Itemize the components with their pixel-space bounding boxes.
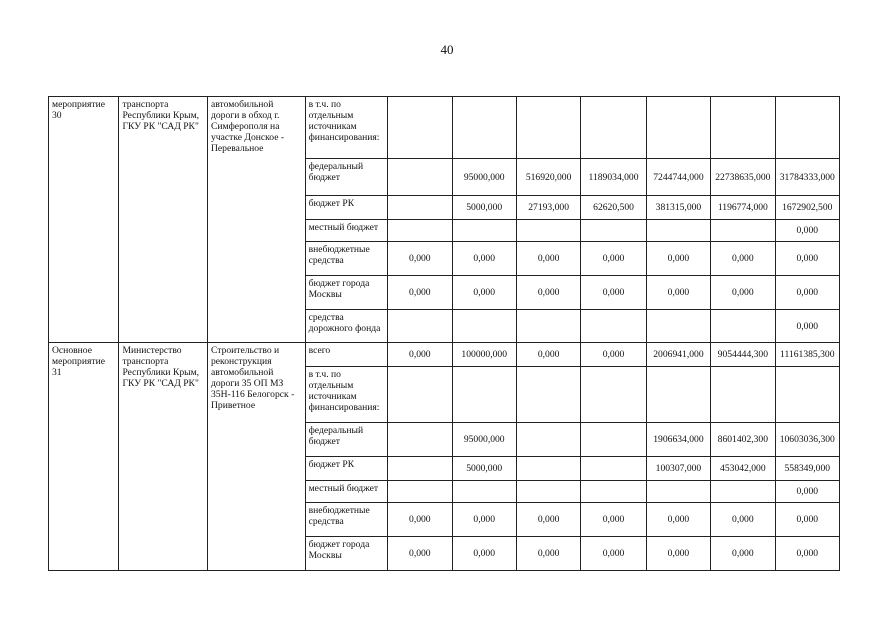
amount-cell: 0,000 — [775, 276, 839, 310]
funding-source-cell: федеральный бюджет — [305, 159, 388, 196]
amount-cell: 1672902,500 — [775, 196, 839, 220]
amount-cell: 100307,000 — [646, 457, 710, 481]
amount-cell — [388, 367, 452, 423]
amount-cell: 2006941,000 — [646, 343, 710, 367]
amount-cell — [775, 367, 839, 423]
financing-table — [48, 96, 840, 571]
amount-cell: 0,000 — [516, 503, 580, 537]
funding-source-cell: бюджет города Москвы — [305, 537, 388, 571]
funding-source-cell: средства дорожного фонда — [305, 310, 388, 343]
funding-source-cell: бюджет РК — [305, 457, 388, 481]
amount-cell: 0,000 — [516, 537, 580, 571]
amount-cell: 0,000 — [388, 343, 452, 367]
amount-cell: 516920,000 — [516, 159, 580, 196]
amount-cell: 0,000 — [388, 503, 452, 537]
amount-cell — [775, 97, 839, 159]
amount-cell — [388, 97, 452, 159]
amount-cell — [711, 310, 775, 343]
amount-cell: 95000,000 — [452, 423, 516, 457]
amount-cell: 453042,000 — [711, 457, 775, 481]
amount-cell: 0,000 — [775, 220, 839, 242]
amount-cell: 0,000 — [581, 242, 646, 276]
amount-cell — [516, 220, 580, 242]
amount-cell — [516, 457, 580, 481]
funding-source-cell: внебюджетные средства — [305, 242, 388, 276]
amount-cell: 1196774,000 — [711, 196, 775, 220]
amount-cell — [711, 97, 775, 159]
amount-cell — [388, 196, 452, 220]
amount-cell: 0,000 — [646, 276, 710, 310]
amount-cell — [711, 367, 775, 423]
amount-cell: 1189034,000 — [581, 159, 646, 196]
amount-cell: 0,000 — [646, 242, 710, 276]
amount-cell: 0,000 — [711, 276, 775, 310]
amount-cell: 381315,000 — [646, 196, 710, 220]
amount-cell: 0,000 — [581, 503, 646, 537]
executor-cell: транспорта Республики Крым, ГКУ РК "САД РК" — [119, 97, 208, 343]
amount-cell: 9054444,300 — [711, 343, 775, 367]
funding-source-cell: всего — [305, 343, 388, 367]
amount-cell: 0,000 — [646, 537, 710, 571]
table-body — [49, 97, 840, 571]
amount-cell: 5000,000 — [452, 196, 516, 220]
measure-cell: мероприятие 30 — [49, 97, 119, 343]
amount-cell — [581, 481, 646, 503]
amount-cell: 0,000 — [388, 276, 452, 310]
amount-cell: 0,000 — [775, 481, 839, 503]
funding-source-cell: в т.ч. по отдельным источникам финансирования: — [305, 97, 388, 159]
amount-cell — [452, 367, 516, 423]
amount-cell — [452, 310, 516, 343]
amount-cell — [388, 159, 452, 196]
amount-cell: 0,000 — [388, 537, 452, 571]
table-row — [49, 97, 840, 159]
amount-cell — [646, 310, 710, 343]
amount-cell: 0,000 — [646, 503, 710, 537]
amount-cell — [516, 97, 580, 159]
page-number: 40 — [440, 42, 454, 57]
amount-cell — [516, 423, 580, 457]
amount-cell: 0,000 — [388, 242, 452, 276]
amount-cell — [452, 481, 516, 503]
amount-cell — [581, 367, 646, 423]
amount-cell — [646, 481, 710, 503]
table-row — [49, 343, 840, 367]
amount-cell — [388, 481, 452, 503]
amount-cell: 100000,000 — [452, 343, 516, 367]
amount-cell: 0,000 — [516, 242, 580, 276]
amount-cell: 31784333,000 — [775, 159, 839, 196]
executor-cell: Министерство транспорта Республики Крым, ГКУ РК "САД РК" — [119, 343, 208, 571]
amount-cell — [388, 310, 452, 343]
amount-cell: 0,000 — [711, 537, 775, 571]
funding-source-cell: бюджет РК — [305, 196, 388, 220]
amount-cell: 0,000 — [516, 343, 580, 367]
amount-cell: 27193,000 — [516, 196, 580, 220]
funding-source-cell: местный бюджет — [305, 481, 388, 503]
amount-cell: 0,000 — [711, 503, 775, 537]
amount-cell — [452, 220, 516, 242]
measure-cell: Основное мероприятие 31 — [49, 343, 119, 571]
amount-cell — [581, 423, 646, 457]
amount-cell: 8601402,300 — [711, 423, 775, 457]
amount-cell: 7244744,000 — [646, 159, 710, 196]
funding-source-cell: в т.ч. по отдельным источникам финансирования: — [305, 367, 388, 423]
amount-cell — [581, 220, 646, 242]
amount-cell: 0,000 — [452, 503, 516, 537]
funding-source-cell: федеральный бюджет — [305, 423, 388, 457]
object-cell: Строительство и реконструкция автомобильной дороги 35 ОП МЗ 35Н-116 Белогорск - Приветное — [207, 343, 305, 571]
amount-cell — [581, 457, 646, 481]
amount-cell: 0,000 — [516, 276, 580, 310]
amount-cell: 95000,000 — [452, 159, 516, 196]
amount-cell: 0,000 — [775, 310, 839, 343]
amount-cell: 1906634,000 — [646, 423, 710, 457]
amount-cell — [581, 97, 646, 159]
amount-cell — [452, 97, 516, 159]
amount-cell: 0,000 — [452, 276, 516, 310]
amount-cell: 0,000 — [452, 537, 516, 571]
amount-cell — [646, 367, 710, 423]
amount-cell — [646, 97, 710, 159]
amount-cell: 0,000 — [452, 242, 516, 276]
funding-source-cell: местный бюджет — [305, 220, 388, 242]
amount-cell — [388, 423, 452, 457]
amount-cell: 62620,500 — [581, 196, 646, 220]
amount-cell — [388, 220, 452, 242]
amount-cell — [581, 310, 646, 343]
amount-cell — [516, 310, 580, 343]
amount-cell — [516, 481, 580, 503]
object-cell: автомобильной дороги в обход г. Симферополя на участке Донское - Перевальное — [207, 97, 305, 343]
amount-cell: 5000,000 — [452, 457, 516, 481]
amount-cell: 11161385,300 — [775, 343, 839, 367]
amount-cell: 0,000 — [775, 537, 839, 571]
amount-cell: 0,000 — [775, 503, 839, 537]
amount-cell: 0,000 — [775, 242, 839, 276]
amount-cell: 0,000 — [581, 276, 646, 310]
amount-cell — [646, 220, 710, 242]
amount-cell — [516, 367, 580, 423]
amount-cell: 0,000 — [581, 537, 646, 571]
amount-cell: 22738635,000 — [711, 159, 775, 196]
amount-cell: 558349,000 — [775, 457, 839, 481]
amount-cell — [388, 457, 452, 481]
amount-cell — [711, 220, 775, 242]
amount-cell: 0,000 — [711, 242, 775, 276]
funding-source-cell: бюджет города Москвы — [305, 276, 388, 310]
amount-cell — [711, 481, 775, 503]
amount-cell: 10603036,300 — [775, 423, 839, 457]
funding-source-cell: внебюджетные средства — [305, 503, 388, 537]
amount-cell: 0,000 — [581, 343, 646, 367]
